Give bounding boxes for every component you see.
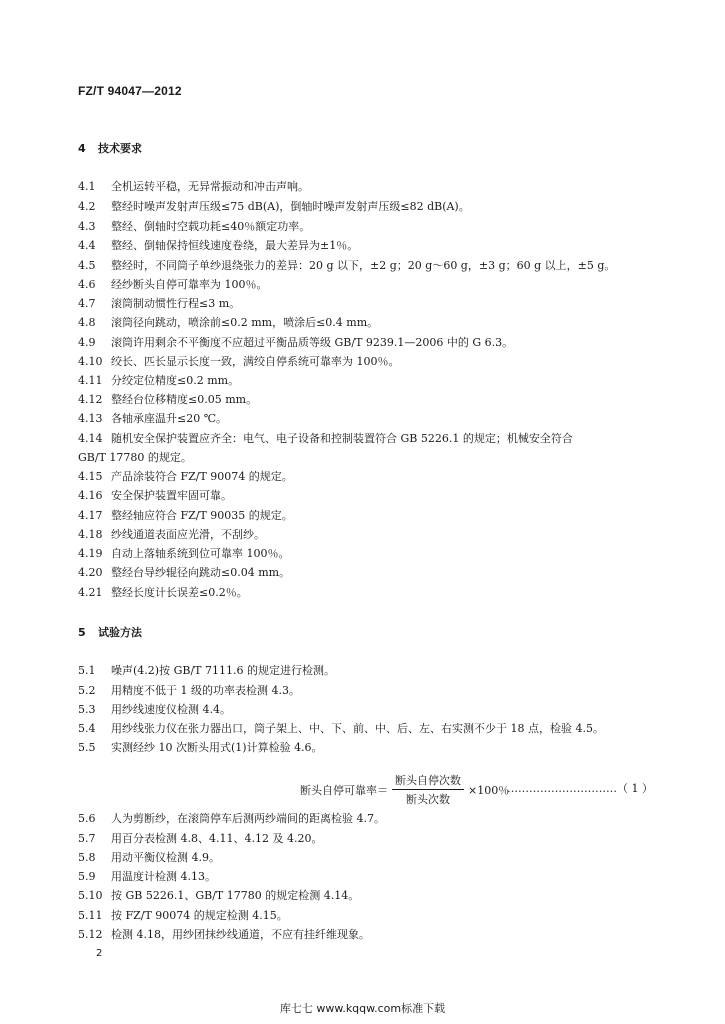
section-title: 技术要求 xyxy=(98,142,142,155)
formula-rhs: ×100％ xyxy=(468,783,510,797)
clause-5-11: 5.11 按 FZ/T 90074 的规定检测 4.15。 xyxy=(78,909,288,922)
clause-4-10: 4.10 绞长、匹长显示长度一致，满绞自停系统可靠率为 100％。 xyxy=(78,355,400,368)
formula-numerator: 断头自停次数 xyxy=(392,772,464,790)
section-heading-4 xyxy=(78,140,142,156)
section-heading-5 xyxy=(78,624,142,640)
clause-4-14: 4.14 随机安全保护装置应齐全：电气、电子设备和控制装置符合 GB 5226.1 的规定；机械安全符合 xyxy=(78,432,573,445)
clause-4-14-continuation: GB/T 17780 的规定。 xyxy=(78,451,192,464)
clause-4-7: 4.7 滚筒制动惯性行程≤3 m。 xyxy=(78,297,241,310)
footer-watermark: 库七七 www.kqqw.com标准下载 xyxy=(279,1002,446,1015)
clause-4-8: 4.8 滚筒径向跳动，喷涂前≤0.2 mm，喷涂后≤0.4 mm。 xyxy=(78,316,379,329)
clause-4-19: 4.19 自动上落轴系统到位可靠率 100％。 xyxy=(78,547,290,560)
reliability-formula xyxy=(300,772,509,807)
clause-5-10: 5.10 按 GB 5226.1、GB/T 17780 的规定检测 4.14。 xyxy=(78,889,360,902)
clause-4-21: 4.21 整经长度计长误差≤0.2％。 xyxy=(78,586,248,599)
section-number: 4 xyxy=(78,142,86,155)
clause-4-3: 4.3 整经、倒轴时空载功耗≤40％额定功率。 xyxy=(78,220,311,233)
clause-4-1: 4.1 全机运转平稳，无异常振动和冲击声响。 xyxy=(78,180,309,193)
clause-5-2: 5.2 用精度不低于 1 级的功率表检测 4.3。 xyxy=(78,684,300,697)
clause-5-6: 5.6 人为剪断纱，在滚筒停车后测两纱端间的距离检验 4.7。 xyxy=(78,812,385,825)
clause-4-2: 4.2 整经时噪声发射声压级≤75 dB(A)，倒轴时噪声发射声压级≤82 dB(A)。 xyxy=(78,200,470,213)
clause-4-17: 4.17 整经轴应符合 FZ/T 90035 的规定。 xyxy=(78,509,293,522)
clause-5-9: 5.9 用温度计检测 4.13。 xyxy=(78,870,216,883)
clause-5-5: 5.5 实测经纱 10 次断头用式(1)计算检验 4.6。 xyxy=(78,741,323,754)
clause-4-18: 4.18 纱线通道表面应光滑，不刮纱。 xyxy=(78,528,265,541)
clause-4-15: 4.15 产品涂装符合 FZ/T 90074 的规定。 xyxy=(78,470,293,483)
formula-denominator: 断头次数 xyxy=(406,793,450,806)
clause-5-7: 5.7 用百分表检测 4.8、4.11、4.12 及 4.20。 xyxy=(78,832,323,845)
clause-4-6: 4.6 经纱断头自停可靠率为 100％。 xyxy=(78,278,268,291)
section-title: 试验方法 xyxy=(98,626,142,639)
formula-fraction xyxy=(392,772,464,807)
clause-5-12: 5.12 检测 4.18，用纱团抹纱线通道，不应有挂纤维现象。 xyxy=(78,928,370,941)
clause-4-9: 4.9 滚筒许用剩余不平衡度不应超过平衡品质等级 GB/T 9239.1—2006 中的 G 6.3。 xyxy=(78,336,514,349)
clause-5-4: 5.4 用纱线张力仪在张力器出口，筒子架上、中、下、前、中、后、左、右实测不少于 18 点，检验 4.5。 xyxy=(78,722,604,735)
clause-4-13: 4.13 各轴承座温升≤20 ℃。 xyxy=(78,412,228,425)
section-number: 5 xyxy=(78,626,86,639)
clause-4-20: 4.20 整经台导纱辊径向跳动≤0.04 mm。 xyxy=(78,566,291,579)
clause-4-5: 4.5 整经时，不同筒子单纱退绕张力的差异：20 g 以下，±2 g；20 g～60 g，±3 g；60 g 以上，±5 g。 xyxy=(78,259,616,272)
clause-4-4: 4.4 整经、倒轴保持恒线速度卷绕，最大差异为±1％。 xyxy=(78,239,359,252)
clause-5-8: 5.8 用动平衡仪检测 4.9。 xyxy=(78,851,220,864)
standard-code: FZ/T 94047—2012 xyxy=(78,84,182,98)
page-number: 2 xyxy=(96,948,103,959)
clause-4-16: 4.16 安全保护装置牢固可靠。 xyxy=(78,489,232,502)
clause-5-1: 5.1 噪声(4.2)按 GB/T 7111.6 的规定进行检测。 xyxy=(78,664,335,677)
clause-4-12: 4.12 整经台位移精度≤0.05 mm。 xyxy=(78,393,258,406)
clause-5-3: 5.3 用纱线速度仪检测 4.4。 xyxy=(78,703,231,716)
clause-4-11: 4.11 分绞定位精度≤0.2 mm。 xyxy=(78,374,240,387)
formula-lhs: 断头自停可靠率＝ xyxy=(300,783,388,797)
equation-number: …………………………（ 1 ） xyxy=(507,782,653,795)
